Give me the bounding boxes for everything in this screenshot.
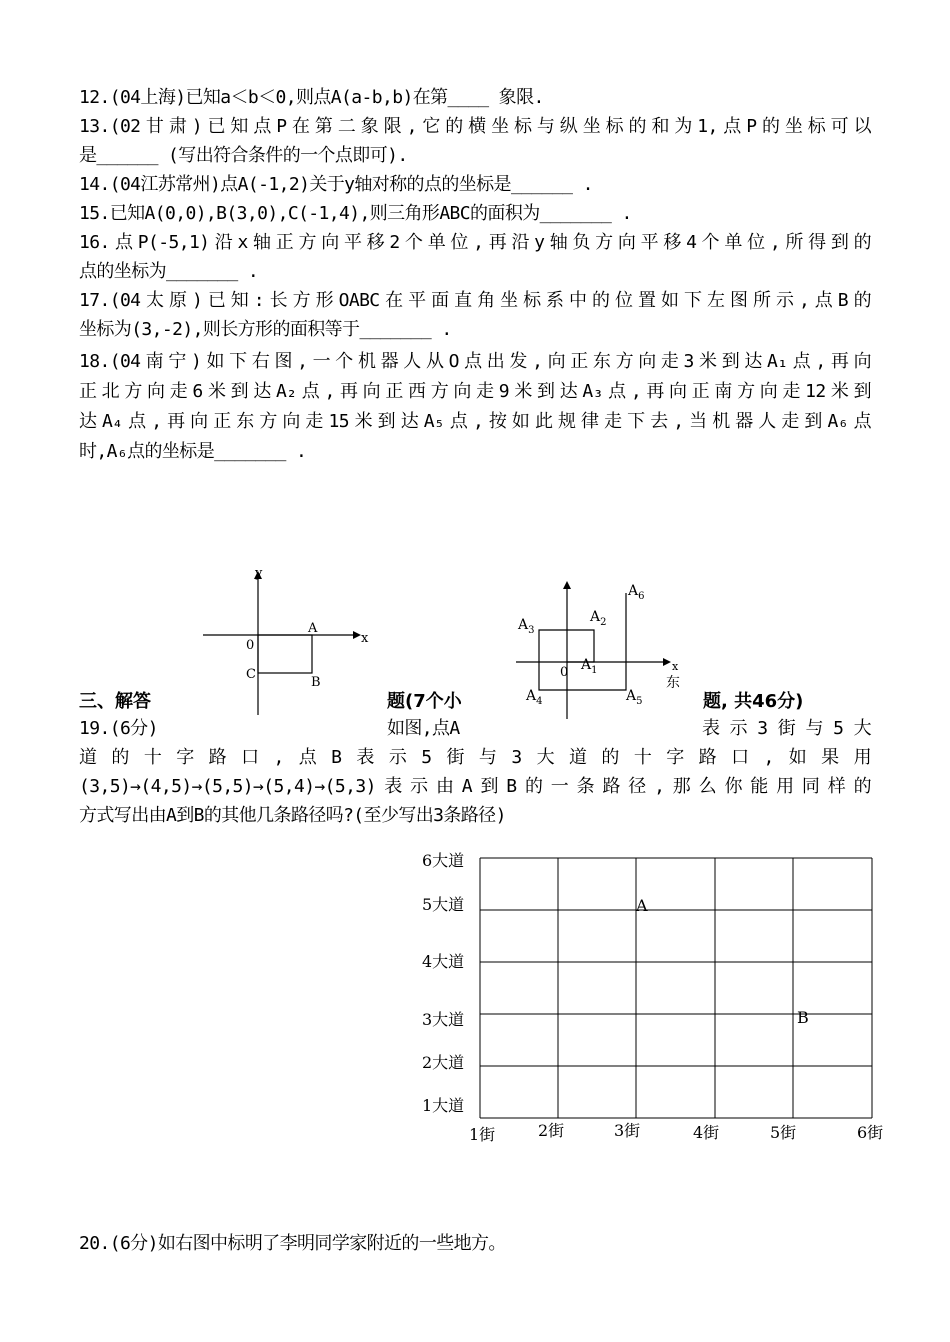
question-19-right: 表示3街与5大 — [702, 718, 871, 739]
point-c-label: C — [246, 667, 256, 682]
street-label-1: 1街 — [469, 1125, 496, 1144]
question-13-line-2: 是______ (写出符合条件的一个点即可). — [79, 145, 408, 166]
road-label-4: 4大道 — [422, 952, 465, 971]
question-13-line-1: 13.(02甘肃)已知点P在第二象限,它的横坐标与纵坐标的和为1,点P的坐标可以 — [79, 116, 871, 137]
point-a6-label: $A_6$ — [628, 583, 645, 602]
question-16-line-2: 点的坐标为_______ . — [79, 261, 259, 282]
question-19-line-2: 道的十字路口,点B表示5街与3大道的十字路口,如果用 — [79, 747, 871, 768]
rectangle-coordinate-figure — [195, 565, 375, 725]
question-16-line-1: 16.点P(-5,1)沿x轴正方向平移2个单位,再沿y轴负方向平移4个单位,所得到的 — [79, 232, 871, 253]
street-label-2: 2街 — [538, 1121, 565, 1140]
road-label-5: 5大道 — [422, 895, 465, 914]
x-axis-label: x — [361, 631, 369, 646]
street-label-5: 5街 — [770, 1123, 797, 1142]
question-18-line-3: 达A₄点,再向正东方向走15米到达A₅点,按如此规律走下去,当机器人走到A₆点 — [79, 411, 871, 432]
section-heading-part-2: 题(7个小 — [387, 691, 462, 712]
x-axis-label: x — [672, 660, 679, 673]
point-a2-label: $A_2$ — [590, 609, 607, 628]
point-a1-label: $A_1$ — [581, 657, 598, 676]
section-heading-part-1: 三、解答 — [79, 691, 151, 712]
point-a4-label: $A_4$ — [526, 688, 543, 707]
question-17-line-1: 17.(04太原)已知:长方形OABC在平面直角坐标系中的位置如下左图所示,点B的 — [79, 290, 871, 311]
point-a-label: A — [308, 621, 318, 636]
street-label-6: 6街 — [857, 1123, 884, 1142]
question-17-line-2: 坐标为(3,-2),则长方形的面积等于_______ . — [79, 319, 452, 340]
street-label-3: 3街 — [614, 1121, 641, 1140]
question-18-line-2: 正北方向走6米到达A₂点,再向正西方向走9米到达A₃点,再向正南方向走12米到 — [79, 381, 871, 402]
question-19-line-4: 方式写出由A到B的其他几条路径吗?(至少写出3条路径) — [79, 805, 506, 826]
section-heading-part-3: 题, 共46分) — [703, 691, 804, 712]
point-a3-label: $A_3$ — [518, 617, 535, 636]
road-label-1: 1大道 — [422, 1096, 465, 1115]
road-label-3: 3大道 — [422, 1010, 465, 1029]
road-label-2: 2大道 — [422, 1053, 465, 1072]
question-12: 12.(04上海)已知a＜b＜0,则点A(a-b,b)在第____ 象限. — [79, 87, 544, 108]
point-b-label: B — [311, 675, 321, 690]
origin-label: 0 — [246, 638, 255, 653]
grid-point-a: A — [636, 896, 648, 915]
question-19-mid: 如图,点A — [387, 718, 460, 739]
question-14: 14.(04江苏常州)点A(-1,2)关于y轴对称的点的坐标是______ . — [79, 174, 593, 195]
question-19-line-3: (3,5)→(4,5)→(5,5)→(5,4)→(5,3)表示由A到B的一条路径,那么你能用同样的 — [79, 776, 871, 797]
point-a5-label: $A_5$ — [626, 688, 643, 707]
street-grid-figure — [410, 845, 895, 1155]
east-direction-label: 东 — [666, 675, 680, 691]
y-axis-label: y — [255, 566, 263, 581]
question-20: 20.(6分)如右图中标明了李明同学家附近的一些地方。 — [79, 1233, 506, 1254]
robot-path-figure — [510, 575, 690, 725]
origin-label: 0 — [560, 665, 569, 680]
grid-point-b: B — [797, 1008, 809, 1027]
question-19-label: 19.(6分) — [79, 718, 158, 739]
question-18-line-1: 18.(04南宁)如下右图,一个机器人从O点出发,向正东方向走3米到达A₁点,再向 — [79, 351, 871, 372]
question-15: 15.已知A(0,0),B(3,0),C(-1,4),则三角形ABC的面积为_______ . — [79, 203, 632, 224]
road-label-6: 6大道 — [422, 851, 465, 870]
question-18-line-4: 时,A₆点的坐标是_______ . — [79, 441, 307, 462]
street-label-4: 4街 — [693, 1123, 720, 1142]
